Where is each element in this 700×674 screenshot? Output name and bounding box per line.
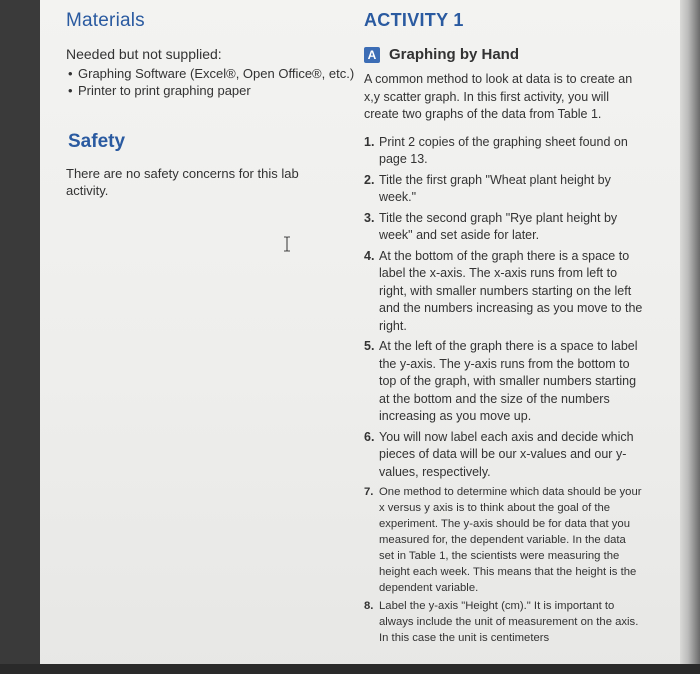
step-item bbox=[364, 429, 644, 482]
section-title: Graphing by Hand bbox=[389, 46, 520, 63]
materials-heading: Materials bbox=[66, 10, 145, 31]
steps-list bbox=[364, 134, 644, 647]
step-number: 8. bbox=[364, 600, 374, 612]
step-number: 2. bbox=[364, 172, 375, 187]
step-number: 3. bbox=[364, 210, 375, 225]
activity-title: ACTIVITY 1 bbox=[364, 10, 464, 30]
bottom-edge bbox=[0, 664, 700, 674]
step-item bbox=[364, 248, 644, 336]
section-heading bbox=[364, 46, 644, 63]
step-item bbox=[364, 134, 644, 169]
step-number: 5. bbox=[364, 339, 375, 353]
step-text: Label the y-axis "Height (cm)." It is important to always include the unit of measurement on the axis. In this case the unit is centimeters bbox=[379, 600, 639, 644]
step-text: You will now label each axis and decide which pieces of data will be our x-values and our y-values, respectively. bbox=[379, 429, 634, 479]
materials-item: • Graphing Software (Excel®, Open Office®, etc.) bbox=[66, 65, 356, 82]
step-text: Print 2 copies of the graphing sheet found on page 13. bbox=[379, 134, 628, 166]
step-number: 4. bbox=[364, 248, 375, 263]
section-letter-badge: A bbox=[364, 47, 380, 63]
materials-list bbox=[66, 65, 356, 99]
intro-paragraph: A common method to look at data is to create an x,y scatter graph. In this first activity, you will create two graphs of the data from Table 1. bbox=[364, 72, 633, 121]
step-text: Title the first graph "Wheat plant height by week." bbox=[379, 172, 611, 204]
needed-label: Needed but not supplied: bbox=[66, 46, 222, 62]
step-text: At the left of the graph there is a space to label the y-axis. The y-axis runs from the bottom to top of the graph, with smaller numbers starting at the bottom and the size of the numbers increasing as you move up. bbox=[379, 339, 638, 423]
step-item bbox=[364, 210, 644, 245]
left-column bbox=[66, 10, 356, 199]
step-item bbox=[364, 172, 644, 207]
step-text: At the bottom of the graph there is a space to label the x-axis. The x-axis runs from left to right, with smaller numbers starting on the left and the numbers increasing as you move to the right. bbox=[379, 248, 643, 333]
step-number: 7. bbox=[364, 486, 374, 498]
safety-text: There are no safety concerns for this lab activity. bbox=[66, 166, 299, 198]
step-number: 1. bbox=[364, 134, 375, 149]
step-item bbox=[364, 484, 644, 596]
materials-item: • Printer to print graphing paper bbox=[66, 82, 356, 99]
step-item bbox=[364, 338, 644, 426]
step-text: One method to determine which data should be your x versus y axis is to think about the goal of the experiment. The y-axis should be for data that you measured for, the dependent variable. In the data set in Table 1, the scientists were measuring the height each week. This means that the height is the dependent variable. bbox=[379, 486, 642, 594]
text-cursor-icon bbox=[282, 236, 292, 252]
right-column bbox=[364, 10, 644, 648]
step-item bbox=[364, 598, 644, 646]
safety-heading: Safety bbox=[68, 131, 126, 152]
step-text: Title the second graph "Rye plant height by week" and set aside for later. bbox=[379, 210, 618, 242]
page-shadow-edge bbox=[680, 0, 700, 674]
step-number: 6. bbox=[364, 429, 375, 444]
